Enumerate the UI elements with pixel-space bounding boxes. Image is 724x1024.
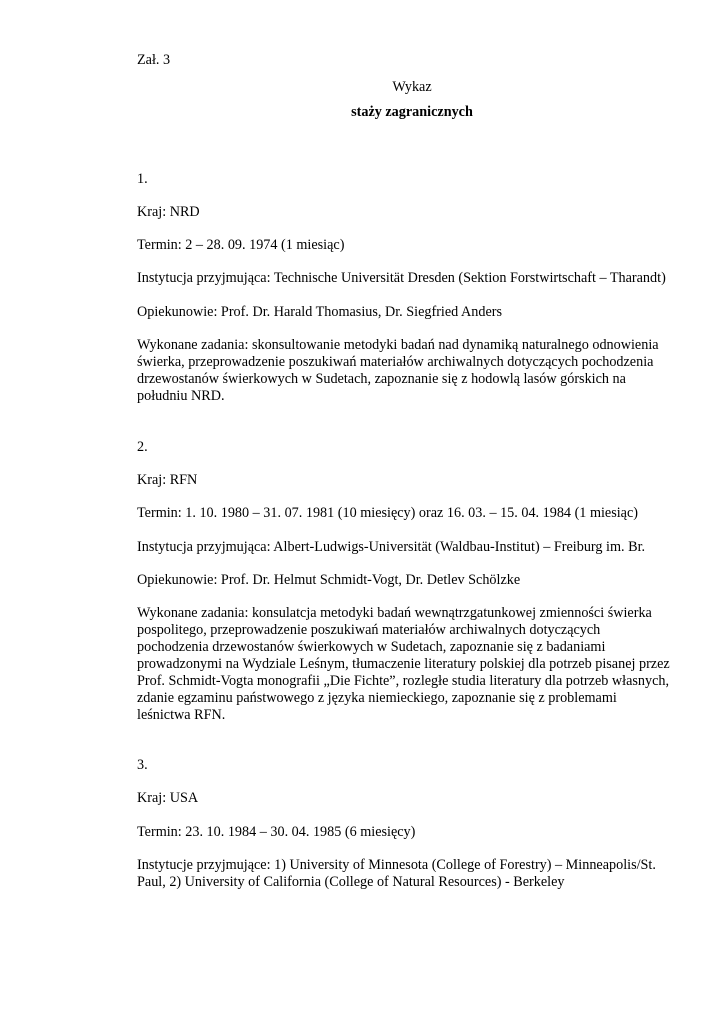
entry-institution: Paul, 2) University of California (College of Natural Resources) - Berkeley	[137, 874, 565, 890]
entry-tasks-line: drzewostanów świerkowych w Sudetach, zapoznanie się z hodowlą lasów górskich na	[137, 371, 626, 387]
entry-country: Kraj: RFN	[137, 472, 198, 488]
entry-tasks-line: świerka, przeprowadzenie poszukiwań materiałów archiwalnych dotyczących pochodzenia	[137, 354, 654, 370]
entry-number: 1.	[137, 171, 148, 187]
entry-number: 3.	[137, 757, 148, 773]
attachment-label: Zał. 3	[137, 52, 171, 68]
entry-tasks-line: leśnictwa RFN.	[137, 707, 226, 723]
entry-term: Termin: 2 – 28. 09. 1974 (1 miesiąc)	[137, 237, 345, 253]
entry-country: Kraj: USA	[137, 790, 199, 806]
entry-institution: Instytucja przyjmująca: Albert-Ludwigs-Universität (Waldbau-Institut) – Freiburg im. Br.	[137, 539, 646, 555]
entry-tasks-line: prowadzonymi na Wydziale Leśnym, tłumaczenie literatury polskiej dla potrzeb pisanej przez	[137, 656, 670, 672]
entry-supervisors: Opiekunowie: Prof. Dr. Harald Thomasius, Dr. Siegfried Anders	[137, 304, 503, 320]
entry-supervisors: Opiekunowie: Prof. Dr. Helmut Schmidt-Vogt, Dr. Detlev Schölzke	[137, 572, 521, 588]
entry-institution: Instytucja przyjmująca: Technische Universität Dresden (Sektion Forstwirtschaft – Tharandt)	[137, 270, 666, 286]
entry-term: Termin: 1. 10. 1980 – 31. 07. 1981 (10 miesięcy) oraz 16. 03. – 15. 04. 1984 (1 miesiąc)	[137, 505, 638, 521]
entry-country: Kraj: NRD	[137, 204, 200, 220]
document-title: Wykaz	[392, 79, 432, 95]
entry-tasks-line: Wykonane zadania: konsulatcja metodyki badań wewnątrzgatunkowej zmienności świerka	[137, 605, 652, 621]
entry-tasks-line: pospolitego, przeprowadzenie poszukiwań materiałów archiwalnych dotyczących	[137, 622, 601, 638]
entry-institution: Instytucje przyjmujące: 1) University of Minnesota (College of Forestry) – Minneapolis/St.	[137, 857, 656, 873]
entry-tasks-line: Prof. Schmidt-Vogta monografii „Die Fichte”, rozległe studia literatury dla potrzeb własnych,	[137, 673, 670, 689]
entry-tasks-line: południu NRD.	[137, 388, 225, 404]
entry-tasks-line: Wykonane zadania: skonsultowanie metodyki badań nad dynamiką naturalnego odnowienia	[137, 337, 659, 353]
entry-term: Termin: 23. 10. 1984 – 30. 04. 1985 (6 miesięcy)	[137, 824, 416, 840]
entry-number: 2.	[137, 439, 148, 455]
document-subtitle: staży zagranicznych	[351, 104, 473, 120]
entry-tasks-line: pochodzenia drzewostanów świerkowych w Sudetach, zapoznanie się z badaniami	[137, 639, 606, 655]
entry-tasks-line: zdanie egzaminu państwowego z języka niemieckiego, zapoznanie się z problemami	[137, 690, 617, 706]
